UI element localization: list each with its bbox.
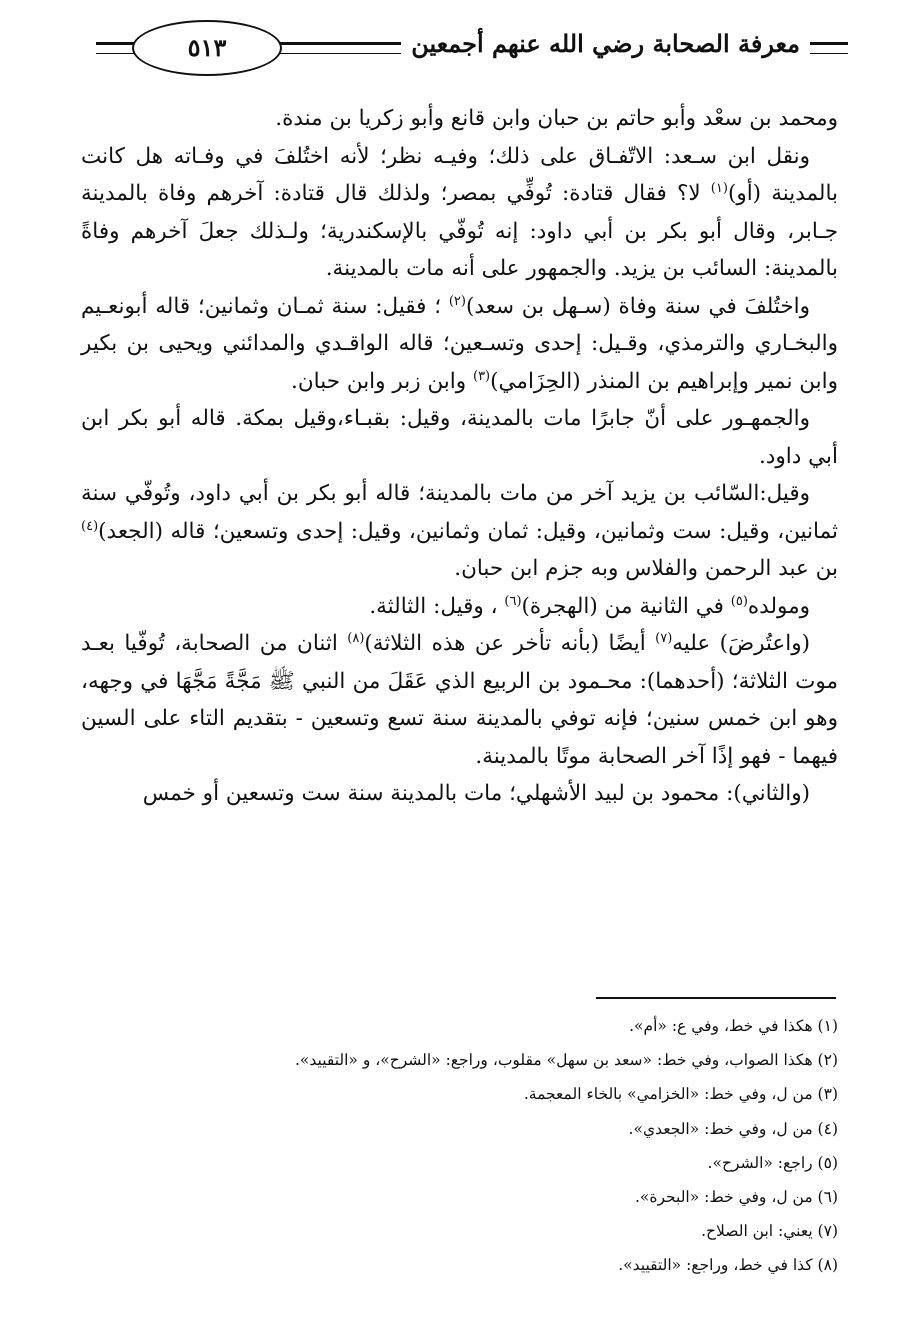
- paragraph-text: ومحمد بن سعْد وأبو حاتم بن حبان وابن قانع وأبو زكريا بن مندة.: [275, 106, 838, 131]
- footnote: (٢) هكذا الصواب، وفي خط: «سعد بن سهل» مقلوب، وراجع: «الشرح»، و «التقييد».: [294, 1051, 838, 1070]
- paragraph: [81, 775, 838, 813]
- paragraph-text: ، وقيل: الثالثة.: [369, 593, 505, 619]
- footnotes: [81, 1009, 838, 1283]
- footnote: (٥) راجع: «الشرح».: [707, 1153, 838, 1172]
- footnote: (٦) من ل، وفي خط: «البحرة».: [634, 1188, 838, 1207]
- running-title: معرفة الصحابة رضي الله عنهم أجمعين: [401, 24, 810, 64]
- paragraph: [81, 400, 838, 475]
- paragraph: [81, 588, 838, 626]
- footnote-ref: (٣): [472, 368, 491, 384]
- paragraph-text: (والثاني): محمود بن لبيد الأشهلي؛ مات بالمدينة سنة ست وتسعين أو خمس: [142, 781, 810, 806]
- footnote-ref: (٢): [448, 293, 466, 309]
- footnote-ref: (٦): [504, 593, 522, 609]
- paragraph-text: وقيل:السّائب بن يزيد آخر من مات بالمدينة؛ قاله أبو بكر بن أبي داود، وتُوفّي سنة ثمانين، وقيل: ست وثمانين، وقيل: ثمان وثمانين، وقيل: إحدى وتسعين؛ قاله (الجعد): [81, 481, 838, 544]
- page-number: ٥١٣: [132, 20, 282, 76]
- paragraph-text: في الثانية من (الهجرة): [521, 593, 731, 619]
- footnote: (٤) من ل، وفي خط: «الجعدي».: [628, 1119, 838, 1138]
- footnote: (١) هكذا في خط، وفي ع: «أم».: [629, 1017, 838, 1035]
- footnote-ref: (٤): [81, 518, 99, 534]
- running-header: [96, 12, 848, 76]
- paragraph: [81, 475, 838, 588]
- body-text: [81, 100, 838, 813]
- footnote-ref: (٨): [347, 630, 365, 646]
- paragraph-text: ومولده: [747, 593, 810, 619]
- footnote-ref: (١): [710, 180, 728, 196]
- paragraph-text: وابن زبر وابن حبان.: [291, 368, 473, 394]
- paragraph-text: ؛ فقيل: سنة ثمـان وثمانين؛ قاله أبونعـيم والبخـاري والترمذي، وقـيل: إحدى وتسـعين؛ قاله الواقـدي والمدائني ويحيى بن بكير وابن نمير وإبراهيم بن المنذر (الحِزَامي): [81, 293, 838, 394]
- footnote-ref: (٥): [730, 593, 748, 609]
- paragraph-text: اثنان من الصحابة، تُوفّيا بعـد موت الثلاثة؛ (أحدهما): محـمود بن الربيع الذي عَقَلَ من النبي ﷺ مَجَّةً مَجَّهَا في وجهه، وهو ابن خمس سنين؛ فإنه توفي بالمدينة سنة تسع وتسعين - بتقديم التاء على السين فيهما - فهو إذًا آخر الصحابة موتًا بالمدينة.: [81, 631, 838, 769]
- paragraph: [81, 625, 838, 775]
- paragraph-text: أيضًا (بأنه تأخر عن هذه الثلاثة): [364, 631, 656, 656]
- paragraph-text: والجمهـور على أنّ جابرًا مات بالمدينة، وقيل: بقبـاء،وقيل بمكة. قاله أبو بكر ابن أبي داود.: [81, 406, 838, 469]
- footnote-ref: (٧): [655, 630, 673, 646]
- footnote: (٧) يعني: ابن الصلاح.: [701, 1222, 838, 1241]
- header-rule-gap: [814, 46, 848, 50]
- paragraph: [81, 288, 838, 401]
- paragraph: [81, 100, 838, 138]
- paragraph: [81, 138, 838, 288]
- paragraph-text: واختُلفَ في سنة وفاة (سـهل بن سعد): [465, 293, 810, 319]
- paragraph-text: (واعتُرضَ) عليه: [672, 631, 810, 656]
- footnote: (٨) كذا في خط، وراجع: «التقييد».: [618, 1256, 838, 1275]
- paragraph-text: بن عبد الرحمن والفلاس وبه جزم ابن حبان.: [454, 556, 838, 581]
- paragraph-text: لا؟ فقال قتادة: تُوفِّي بمصر؛ ولذلك قال قتادة: آخرهم وفاة بالمدينة جـابر، وقال أبو بكر بن أبي داود: إنه تُوفّي بالإسكندرية؛ ولـذلك جعلَ آخرهم وفاةً بالمدينة: السائب بن يزيد. والجمهور على أنه مات بالمدينة.: [81, 181, 838, 281]
- footnote: (٣) من ل، وفي خط: «الخزامي» بالخاء المعجمة.: [523, 1085, 838, 1104]
- footnote-separator: [596, 997, 836, 999]
- paragraph-text: ونقل ابن سـعد: الاتّفـاق على ذلك؛ وفيـه نظر؛ لأنه اختُلفَ في وفـاته هل كانت بالمدينة (أو): [81, 143, 839, 206]
